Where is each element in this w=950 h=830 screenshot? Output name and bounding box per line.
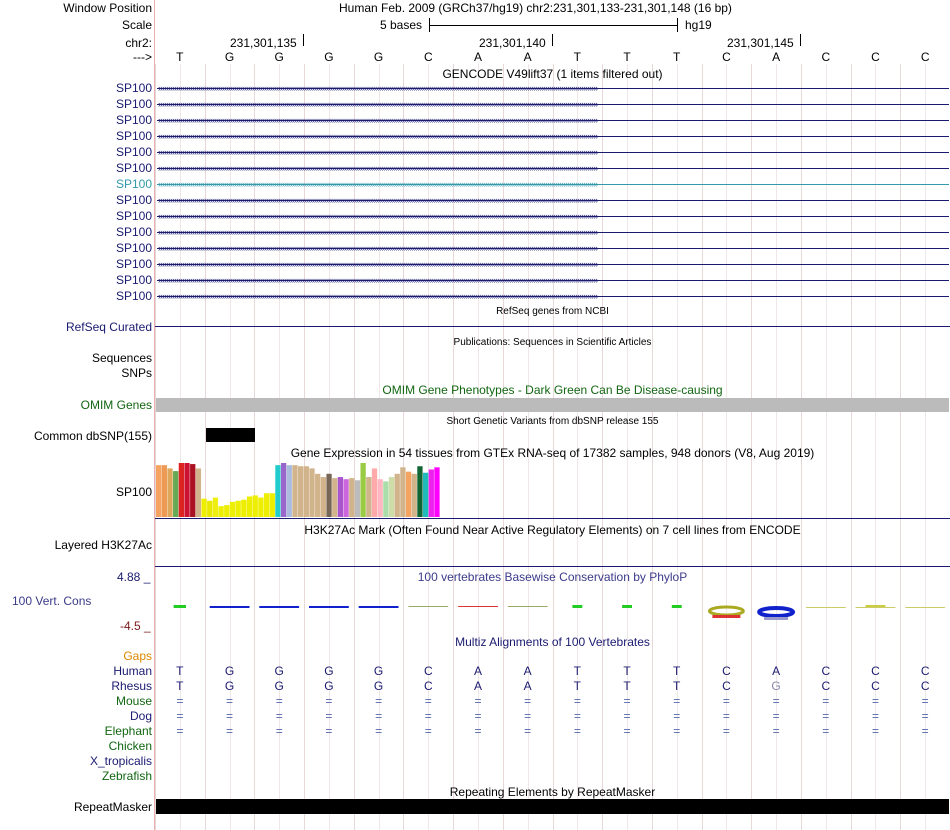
gtex-tissue-bar bbox=[366, 477, 371, 517]
gencode-transcript-label[interactable]: SP100 bbox=[115, 145, 152, 159]
gencode-transcript-label[interactable]: SP100 bbox=[115, 241, 152, 255]
reference-base: C bbox=[423, 50, 433, 64]
species-label[interactable]: Rhesus bbox=[111, 679, 152, 693]
dbsnp-track-title[interactable]: Short Genetic Variants from dbSNP release 155 bbox=[446, 416, 659, 427]
alignment-base: = bbox=[275, 724, 283, 738]
species-label[interactable]: Zebrafish bbox=[101, 769, 152, 783]
alignment-base: T bbox=[176, 664, 184, 678]
gtex-tissue-bar bbox=[343, 479, 348, 517]
gencode-strand-arrows: ›››››››››››››››››››››››››››››››››››››››››››››››››››››››››››››››››››››››››››››››››››››››››››››››››››››››››››››››››››››››››››››››››››››››››››››››››››››››››››››››››››››››››››››››››››››››››››››››››››››››››››››››››››››››››››› bbox=[158, 292, 598, 300]
reference-base: A bbox=[473, 50, 482, 64]
alignment-base: = bbox=[176, 694, 184, 708]
species-label[interactable]: Chicken bbox=[108, 739, 152, 753]
alignment-base: C bbox=[821, 679, 831, 693]
species-label[interactable]: Elephant bbox=[104, 724, 152, 738]
gtex-tissue-bar bbox=[184, 463, 189, 517]
alignment-base: = bbox=[822, 694, 830, 708]
h3k27ac-separator bbox=[155, 566, 950, 567]
gencode-transcript-label[interactable]: SP100 bbox=[115, 257, 152, 271]
phylop-score-mark bbox=[905, 607, 945, 608]
alignment-base: G bbox=[224, 679, 235, 693]
gtex-tissue-bar bbox=[298, 466, 303, 517]
alignment-base: A bbox=[523, 664, 532, 678]
alignment-base: = bbox=[474, 724, 482, 738]
gtex-tissue-bar bbox=[360, 463, 365, 517]
gtex-tissue-bar bbox=[201, 499, 206, 517]
sequences-label[interactable]: Sequences bbox=[91, 351, 152, 365]
alignment-base: = bbox=[524, 709, 532, 723]
reference-base: C bbox=[821, 50, 831, 64]
alignment-base: C bbox=[722, 679, 731, 693]
gtex-tissue-bar bbox=[264, 493, 269, 517]
gencode-transcript-label[interactable]: SP100 bbox=[115, 161, 152, 175]
reference-base: A bbox=[772, 50, 781, 64]
alignment-base: = bbox=[673, 694, 681, 708]
alignment-base: G bbox=[373, 679, 384, 693]
gencode-transcript-label[interactable]: SP100 bbox=[115, 113, 152, 127]
alignment-base: = bbox=[524, 724, 532, 738]
alignment-base: = bbox=[424, 694, 432, 708]
alignment-base: = bbox=[375, 694, 383, 708]
alignment-base: A bbox=[772, 664, 781, 678]
alignment-base: = bbox=[375, 724, 383, 738]
gtex-tissue-bar bbox=[304, 466, 309, 517]
phylop-plot[interactable] bbox=[155, 598, 950, 624]
gencode-transcript-label[interactable]: SP100 bbox=[115, 129, 152, 143]
species-label[interactable]: Mouse bbox=[115, 694, 152, 708]
gtex-tissue-bar bbox=[173, 471, 178, 517]
scale-bases-text: 5 bases bbox=[380, 18, 423, 32]
reference-base: A bbox=[523, 50, 532, 64]
reference-base: C bbox=[920, 50, 930, 64]
phylop-logo-c bbox=[709, 607, 743, 615]
gtex-tissue-bar bbox=[224, 505, 229, 517]
phylop-max-label: 4.88 _ bbox=[117, 570, 151, 584]
dbsnp-track-label[interactable]: Common dbSNP(155) bbox=[33, 429, 152, 443]
scale-label: Scale bbox=[121, 18, 152, 32]
alignment-base: = bbox=[822, 724, 830, 738]
gencode-strand-arrows: ›››››››››››››››››››››››››››››››››››››››››››››››››››››››››››››››››››››››››››››››››››››››››››››››››››››››››››››››››››››››››››››››››››››››››››››››››››››››››››››››››››››››››››››››››››››››››››››››››››››››››››››››››››››››››››› bbox=[158, 260, 598, 268]
alignment-base: C bbox=[871, 679, 880, 693]
gtex-tissue-bar bbox=[383, 481, 388, 517]
alignment-base: = bbox=[921, 724, 929, 738]
phylop-logo-g bbox=[759, 608, 793, 616]
alignment-base: G bbox=[274, 679, 284, 693]
refseq-track-label[interactable]: RefSeq Curated bbox=[65, 320, 152, 334]
gtex-tissue-bar bbox=[326, 474, 331, 517]
gtex-tissue-bar bbox=[213, 498, 218, 517]
alignment-base: = bbox=[573, 709, 581, 723]
gtex-tissue-bar bbox=[321, 477, 326, 517]
reference-base: G bbox=[324, 50, 334, 64]
gtex-tissue-bar bbox=[400, 467, 405, 517]
alignment-base: = bbox=[722, 709, 730, 723]
alignment-base: = bbox=[623, 709, 631, 723]
gencode-track-title[interactable]: GENCODE V49lift37 (1 items filtered out) bbox=[442, 67, 663, 81]
phylop-score-mark bbox=[672, 605, 682, 608]
reference-base: G bbox=[224, 50, 235, 64]
alignment-base: C bbox=[423, 664, 433, 678]
phylop-score-mark bbox=[174, 605, 186, 608]
repeatmasker-track-title[interactable]: Repeating Elements by RepeatMasker bbox=[449, 785, 656, 799]
gtex-tissue-bar bbox=[207, 501, 212, 517]
h3k27ac-track-title[interactable]: H3K27Ac Mark (Often Found Near Active Regulatory Elements) on 7 cell lines from ENCODE bbox=[304, 523, 801, 537]
phylop-track-title[interactable]: 100 vertebrates Basewise Conservation by PhyloP bbox=[417, 570, 688, 584]
refseq-separator bbox=[155, 326, 950, 327]
alignment-base: A bbox=[473, 679, 482, 693]
gtex-tissue-bar bbox=[218, 506, 223, 517]
phylop-score-mark bbox=[359, 606, 399, 608]
phylop-negative-mark bbox=[712, 615, 740, 618]
alignment-base: = bbox=[226, 709, 234, 723]
alignment-base: = bbox=[474, 694, 482, 708]
gtex-tissue-bar bbox=[395, 474, 400, 517]
alignment-base: = bbox=[524, 694, 532, 708]
alignment-base: = bbox=[722, 724, 730, 738]
alignment-base: = bbox=[623, 694, 631, 708]
position-tick-3 bbox=[800, 34, 801, 46]
scale-db-text: hg19 bbox=[685, 18, 712, 32]
reference-base: T bbox=[176, 50, 184, 64]
repeatmasker-block[interactable] bbox=[156, 799, 949, 814]
assembly-position-text: Human Feb. 2009 (GRCh37/hg19) chr2:231,301,133-231,301,148 (16 bp) bbox=[339, 1, 732, 15]
phylop-score-mark bbox=[259, 606, 299, 608]
omim-track-title[interactable]: OMIM Gene Phenotypes - Dark Green Can Be Disease-causing bbox=[382, 383, 723, 397]
alignment-base: = bbox=[226, 724, 234, 738]
alignment-base: G bbox=[224, 664, 235, 678]
alignment-base: T bbox=[673, 664, 681, 678]
alignment-base: = bbox=[921, 709, 929, 723]
phylop-track-label[interactable]: 100 Vert. Cons bbox=[12, 594, 92, 608]
gencode-strand-arrows: ›››››››››››››››››››››››››››››››››››››››››››››››››››››››››››››››››››››››››››››››››››››››››››››››››››››››››››››››››››››››››››››››››››››››››››››››››››››››››››››››››››››››››››››››››››››››››››››››››››››››››››››››››››››››››››› bbox=[158, 148, 598, 156]
gtex-tissue-bar bbox=[247, 496, 252, 517]
gtex-tissue-bar bbox=[434, 467, 439, 517]
reference-base: C bbox=[871, 50, 880, 64]
alignment-base: = bbox=[722, 694, 730, 708]
alignment-base: T bbox=[673, 679, 681, 693]
gencode-strand-arrows: ›››››››››››››››››››››››››››››››››››››››››››››››››››››››››››››››››››››››››››››››››››››››››››››››››››››››››››››››››››››››››››››››››››››››››››››››››››››››››››››››››››››››››››››››››››››››››››››››››››››››››››››››››››››››››››› bbox=[158, 180, 598, 188]
gtex-tissue-bar bbox=[338, 477, 343, 517]
gtex-tissue-bar bbox=[412, 474, 417, 517]
alignment-base: = bbox=[275, 694, 283, 708]
alignment-base: = bbox=[623, 724, 631, 738]
alignment-base: = bbox=[375, 709, 383, 723]
position-tick-2 bbox=[552, 34, 553, 46]
phylop-score-mark bbox=[572, 605, 582, 608]
gtex-tissue-bar bbox=[292, 465, 297, 517]
gtex-separator bbox=[155, 518, 950, 519]
gtex-tissue-bar bbox=[270, 493, 275, 517]
reference-base: G bbox=[373, 50, 384, 64]
strand-label: ---> bbox=[133, 50, 152, 64]
gtex-tissue-bar bbox=[429, 469, 434, 517]
alignment-base: = bbox=[673, 709, 681, 723]
gencode-strand-arrows: ›››››››››››››››››››››››››››››››››››››››››››››››››››››››››››››››››››››››››››››››››››››››››››››››››››››››››››››››››››››››››››››››››››››››››››››››››››››››››››››››››››››››››››››››››››››››››››››››››››››››››››››››››››››››››››› bbox=[158, 196, 598, 204]
gtex-tissue-bar bbox=[309, 468, 314, 517]
gencode-strand-arrows: ›››››››››››››››››››››››››››››››››››››››››››››››››››››››››››››››››››››››››››››››››››››››››››››››››››››››››››››››››››››››››››››››››››››››››››››››››››››››››››››››››››››››››››››››››››››››››››››››››››››››››››››››››››››››››››› bbox=[158, 244, 598, 252]
alignment-base: = bbox=[424, 709, 432, 723]
alignment-base: T bbox=[623, 664, 631, 678]
gtex-tissue-bar bbox=[258, 498, 263, 517]
alignment-base: C bbox=[871, 664, 880, 678]
alignment-base: G bbox=[324, 679, 334, 693]
alignment-base: = bbox=[325, 724, 333, 738]
gtex-tissue-bar bbox=[315, 474, 320, 517]
gtex-track-title[interactable]: Gene Expression in 54 tissues from GTEx RNA-seq of 17382 samples, 948 donors (V8, Aug 2019) bbox=[290, 446, 815, 460]
phylop-score-mark bbox=[210, 606, 250, 608]
gtex-tissue-bar bbox=[355, 480, 360, 517]
reference-base: T bbox=[623, 50, 631, 64]
multiz-track-title[interactable]: Multiz Alignments of 100 Vertebrates bbox=[455, 635, 650, 649]
phylop-score-mark bbox=[309, 606, 349, 608]
phylop-min-label: -4.5 _ bbox=[120, 619, 151, 633]
gtex-tissue-bar bbox=[156, 465, 161, 517]
alignment-base: = bbox=[226, 694, 234, 708]
alignment-base: T bbox=[176, 679, 184, 693]
publications-track-title[interactable]: Publications: Sequences in Scientific Articles bbox=[453, 337, 652, 348]
position-tick-1 bbox=[303, 34, 304, 46]
gencode-strand-arrows: ›››››››››››››››››››››››››››››››››››››››››››››››››››››››››››››››››››››››››››››››››››››››››››››››››››››››››››››››››››››››››››››››››››››››››››››››››››››››››››››››››››››››››››››››››››››››››››››››››››››››››››››››››››››››››››› bbox=[158, 212, 598, 220]
alignment-base: = bbox=[871, 724, 879, 738]
reference-base: C bbox=[722, 50, 731, 64]
gencode-transcript-label[interactable]: SP100 bbox=[115, 81, 152, 95]
chrom-label: chr2: bbox=[125, 36, 152, 50]
gtex-tissue-bar bbox=[196, 468, 201, 517]
gtex-tissue-bar bbox=[241, 500, 246, 517]
phylop-score-mark bbox=[866, 605, 886, 607]
gtex-track-label[interactable]: SP100 bbox=[115, 485, 152, 499]
gtex-tissue-bar bbox=[287, 465, 292, 517]
gtex-tissue-bar bbox=[275, 465, 280, 517]
alignment-base: C bbox=[920, 679, 930, 693]
alignment-base: C bbox=[920, 664, 930, 678]
refseq-track-title[interactable]: RefSeq genes from NCBI bbox=[496, 306, 609, 317]
gtex-tissue-bar bbox=[253, 495, 258, 517]
gtex-tissue-bar bbox=[389, 477, 394, 517]
gencode-transcript-label[interactable]: SP100 bbox=[115, 225, 152, 239]
species-label[interactable]: Human bbox=[113, 664, 152, 678]
alignment-base: = bbox=[424, 724, 432, 738]
gtex-tissue-bar bbox=[179, 463, 184, 517]
alignment-base: G bbox=[324, 664, 334, 678]
gtex-tissue-bar bbox=[349, 478, 354, 517]
alignment-base: C bbox=[821, 664, 831, 678]
repeatmasker-track-label[interactable]: RepeatMasker bbox=[73, 800, 152, 814]
alignment-base: = bbox=[673, 724, 681, 738]
alignment-base: T bbox=[573, 679, 582, 693]
alignment-base: = bbox=[325, 709, 333, 723]
omim-track-label[interactable]: OMIM Genes bbox=[80, 398, 152, 412]
reference-base: T bbox=[673, 50, 681, 64]
alignment-base: = bbox=[822, 709, 830, 723]
alignment-base: = bbox=[573, 724, 581, 738]
alignment-base: = bbox=[921, 694, 929, 708]
phylop-score-mark bbox=[408, 606, 448, 607]
gtex-tissue-bar bbox=[417, 466, 422, 517]
alignment-base: G bbox=[373, 664, 384, 678]
gtex-tissue-bar bbox=[230, 502, 235, 517]
scale-bar bbox=[429, 25, 677, 26]
alignment-base: = bbox=[176, 709, 184, 723]
gencode-strand-arrows: ›››››››››››››››››››››››››››››››››››››››››››››››››››››››››››››››››››››››››››››››››››››››››››››››››››››››››››››››››››››››››››››››››››››››››››››››››››››››››››››››››››››››››››››››››››››››››››››››››››››››››››››››››››››››››››› bbox=[158, 84, 598, 92]
gencode-transcript-label[interactable]: SP100 bbox=[115, 177, 152, 191]
phylop-score-mark bbox=[622, 605, 632, 608]
gtex-bar-chart[interactable] bbox=[155, 462, 950, 518]
position-label-1: 231,301,135 bbox=[230, 36, 297, 50]
alignment-base: = bbox=[573, 694, 581, 708]
gencode-transcript-label[interactable]: SP100 bbox=[115, 209, 152, 223]
gtex-tissue-bar bbox=[236, 501, 241, 517]
gtex-tissue-bar bbox=[162, 465, 167, 517]
gencode-strand-arrows: ›››››››››››››››››››››››››››››››››››››››››››››››››››››››››››››››››››››››››››››››››››››››››››››››››››››››››››››››››››››››››››››››››››››››››››››››››››››››››››››››››››››››››››››››››››››››››››››››››››››››››››››››››››››››››››› bbox=[158, 164, 598, 172]
alignment-base: G bbox=[274, 664, 284, 678]
position-label-2: 231,301,140 bbox=[479, 36, 546, 50]
gencode-transcript-label[interactable]: SP100 bbox=[115, 273, 152, 287]
snps-label[interactable]: SNPs bbox=[121, 366, 152, 380]
gencode-strand-arrows: ›››››››››››››››››››››››››››››››››››››››››››››››››››››››››››››››››››››››››››››››››››››››››››››››››››››››››››››››››››››››››››››››››››››››››››››››››››››››››››››››››››››››››››››››››››››››››››››››››››››››››››››››››››››››››››› bbox=[158, 116, 598, 124]
h3k27ac-track-label[interactable]: Layered H3K27Ac bbox=[54, 538, 152, 552]
label-panel-border bbox=[154, 0, 155, 830]
alignment-base: = bbox=[772, 694, 780, 708]
alignment-base: = bbox=[275, 709, 283, 723]
gencode-strand-arrows: ›››››››››››››››››››››››››››››››››››››››››››››››››››››››››››››››››››››››››››››››››››››››››››››››››››››››››››››››››››››››››››››››››››››››››››››››››››››››››››››››››››››››››››››››››››››››››››››››››››››››››››››››››››››››››››› bbox=[158, 276, 598, 284]
phylop-score-mark bbox=[508, 606, 548, 607]
gencode-strand-arrows: ›››››››››››››››››››››››››››››››››››››››››››››››››››››››››››››››››››››››››››››››››››››››››››››››››››››››››››››››››››››››››››››››››››››››››››››››››››››››››››››››››››››››››››››››››››››››››››››››››››››››››››››››››››››››››››› bbox=[158, 228, 598, 236]
gencode-strand-arrows: ›››››››››››››››››››››››››››››››››››››››››››››››››››››››››››››››››››››››››››››››››››››››››››››››››››››››››››››››››››››››››››››››››››››››››››››››››››››››››››››››››››››››››››››››››››››››››››››››››››››››››››››››››››››››››››› bbox=[158, 132, 598, 140]
alignment-base: T bbox=[623, 679, 631, 693]
reference-base: G bbox=[274, 50, 284, 64]
alignment-base: C bbox=[722, 664, 731, 678]
gtex-tissue-bar bbox=[378, 479, 383, 517]
phylop-score-mark bbox=[458, 606, 498, 607]
gencode-transcript-label[interactable]: SP100 bbox=[115, 97, 152, 111]
alignment-base: T bbox=[573, 664, 582, 678]
alignment-base: G bbox=[771, 679, 781, 693]
dbsnp-variant-block[interactable] bbox=[206, 428, 255, 442]
alignment-base: = bbox=[325, 694, 333, 708]
alignment-base: = bbox=[772, 709, 780, 723]
gtex-tissue-bar bbox=[167, 468, 172, 517]
window-position-label: Window Position bbox=[63, 1, 152, 15]
alignment-base: = bbox=[474, 709, 482, 723]
alignment-base: C bbox=[423, 679, 433, 693]
position-label-3: 231,301,145 bbox=[727, 36, 794, 50]
alignment-base: = bbox=[176, 724, 184, 738]
gaps-label[interactable]: Gaps bbox=[123, 649, 152, 663]
alignment-base: = bbox=[772, 724, 780, 738]
reference-base: T bbox=[573, 50, 582, 64]
phylop-score-mark bbox=[806, 607, 846, 608]
alignment-base: A bbox=[473, 664, 482, 678]
gtex-tissue-bar bbox=[281, 463, 286, 517]
omim-gene-bar[interactable] bbox=[156, 398, 949, 412]
gencode-transcript-label[interactable]: SP100 bbox=[115, 289, 152, 303]
species-label[interactable]: Dog bbox=[129, 709, 152, 723]
phylop-negative-mark bbox=[764, 617, 788, 620]
gtex-tissue-bar bbox=[423, 473, 428, 517]
species-label[interactable]: X_tropicalis bbox=[89, 754, 152, 768]
gtex-tissue-bar bbox=[372, 468, 377, 517]
alignment-base: = bbox=[871, 709, 879, 723]
gtex-tissue-bar bbox=[332, 478, 337, 517]
scale-bar-right-tick bbox=[677, 18, 678, 32]
gtex-tissue-bar bbox=[190, 464, 195, 517]
phylop-score-mark bbox=[856, 607, 896, 608]
gencode-transcript-label[interactable]: SP100 bbox=[115, 193, 152, 207]
gencode-strand-arrows: ›››››››››››››››››››››››››››››››››››››››››››››››››››››››››››››››››››››››››››››››››››››››››››››››››››››››››››››››››››››››››››››››››››››››››››››››››››››››››››››››››››››››››››››››››››››››››››››››››››››››››››››››››››››››››››› bbox=[158, 100, 598, 108]
alignment-base: A bbox=[523, 679, 532, 693]
alignment-base: = bbox=[871, 694, 879, 708]
gtex-tissue-bar bbox=[406, 472, 411, 517]
